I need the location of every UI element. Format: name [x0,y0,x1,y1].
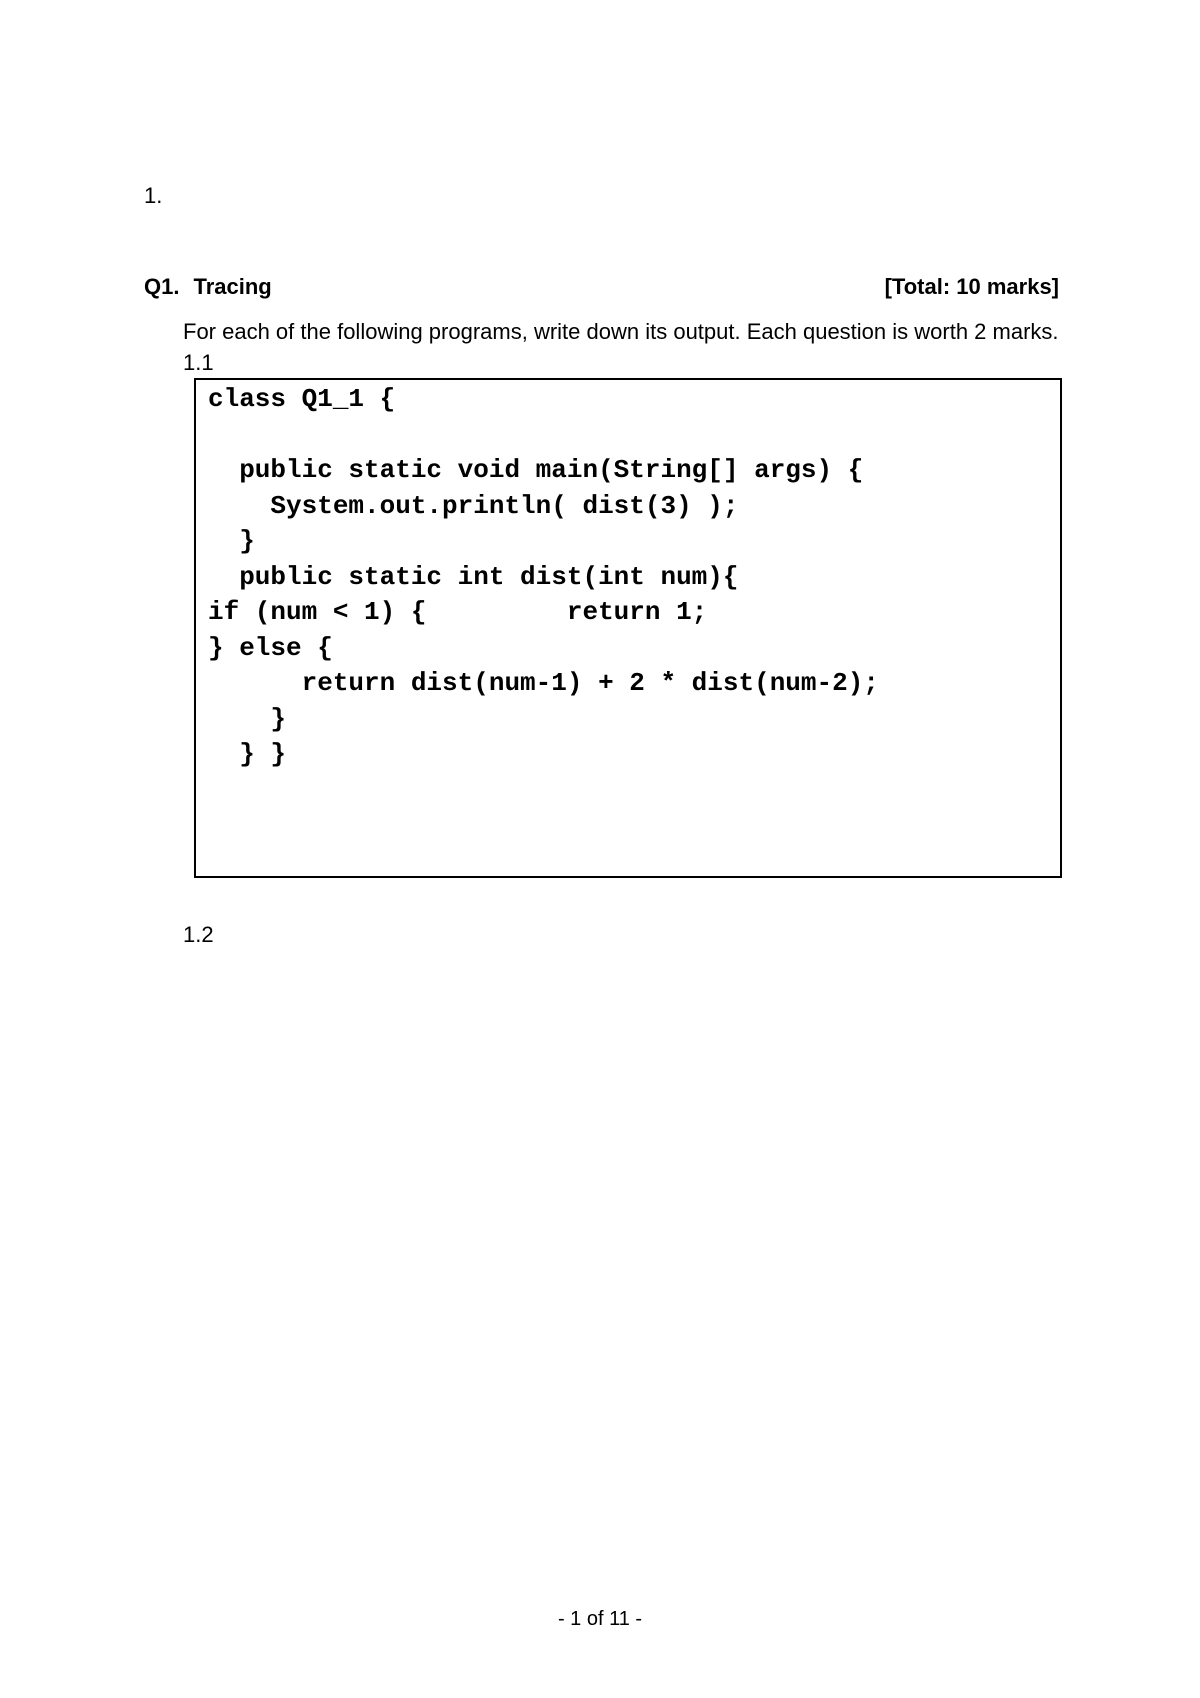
question-number: 1. [144,183,163,208]
code-line: System.out.println( dist(3) ); [208,490,739,521]
question-instructions: For each of the following programs, write down its output. Each question is worth 2 marks. 1.1 [183,319,1059,375]
question-total-marks: [Total: 10 marks] [884,274,1059,299]
code-line: } [208,526,255,556]
page-footer: - 1 of 11 - [557,1608,643,1630]
question-title: Tracing [193,274,272,299]
code-line: } else { [208,632,333,663]
code-line: } } [208,739,287,769]
code-line: public static void main(String[] args) { [208,455,864,485]
code-line: public static int dist(int num){ [208,561,739,592]
sub-question-label: 1.2 [183,922,214,947]
code-listing [208,382,879,773]
question-heading [144,274,272,300]
code-line: class Q1_1 { [208,384,396,414]
code-line [208,418,879,454]
code-line: if (num < 1) { return 1; [208,597,708,627]
code-box [194,378,1062,878]
code-line: return dist(num-1) + 2 * dist(num-2); [208,668,879,698]
code-line: } [208,703,287,734]
question-label: Q1. [144,274,180,299]
